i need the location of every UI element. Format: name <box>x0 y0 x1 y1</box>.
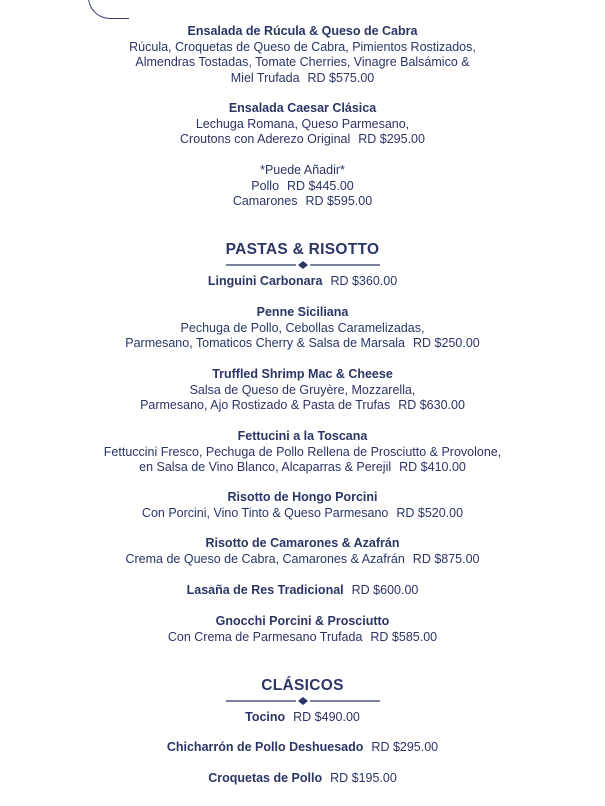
menu-item-mac-cheese <box>0 367 605 414</box>
item-name: Chicharrón de Pollo Deshuesado <box>166 740 364 754</box>
item-description: Parmesano, Ajo Rostizado & Pasta de Trufas <box>140 398 391 412</box>
item-price: RD $250.00 <box>413 336 480 350</box>
ornament-divider-icon <box>226 697 380 705</box>
page-corner-decoration <box>88 0 129 19</box>
section-clasicos-header <box>0 677 605 705</box>
item-name: Fettucini a la Toscana <box>237 429 368 443</box>
menu-item-risotto-camarones <box>0 536 605 567</box>
menu-item-ensalada-rucula <box>0 24 605 86</box>
menu-item-croquetas <box>0 771 605 787</box>
addons-block <box>0 163 605 210</box>
item-price: RD $600.00 <box>351 583 419 597</box>
menu-item-chicharron <box>0 740 605 756</box>
item-price: RD $520.00 <box>396 505 464 520</box>
menu-item-penne <box>0 305 605 352</box>
menu-item-tocino <box>0 710 605 726</box>
addon-name: Pollo <box>251 178 280 193</box>
menu-item-gnocchi <box>0 614 605 645</box>
addon-price: RD $445.00 <box>287 178 354 193</box>
item-name: Ensalada Caesar Clásica <box>228 101 377 115</box>
item-price: RD $295.00 <box>358 132 425 146</box>
item-name: Linguini Carbonara <box>207 274 323 288</box>
item-description: Pechuga de Pollo, Cebollas Caramelizadas, <box>180 320 425 335</box>
item-price: RD $630.00 <box>398 398 465 412</box>
item-name: Gnocchi Porcini & Prosciutto <box>215 614 390 628</box>
item-price: RD $875.00 <box>412 551 480 566</box>
item-description: Rúcula, Croquetas de Queso de Cabra, Pimientos Rostizados, <box>129 39 476 54</box>
item-name: Risotto de Hongo Porcini <box>227 490 378 504</box>
item-price: RD $585.00 <box>370 629 438 644</box>
item-name: Ensalada de Rúcula & Queso de Cabra <box>187 24 418 38</box>
item-name: Tocino <box>245 710 286 724</box>
item-name: Truffled Shrimp Mac & Cheese <box>212 367 393 381</box>
menu-item-ensalada-caesar <box>0 101 605 148</box>
item-name: Risotto de Camarones & Azafrán <box>205 536 400 550</box>
item-description: Miel Trufada <box>230 70 300 85</box>
item-description: Fettuccini Fresco, Pechuga de Pollo Rellena de Prosciutto & Provolone, <box>103 444 502 459</box>
item-description: en Salsa de Vino Blanco, Alcaparras & Perejil <box>139 460 392 474</box>
menu-item-linguini <box>0 274 605 290</box>
menu-item-risotto-porcini <box>0 490 605 521</box>
addon-name: Camarones <box>232 194 298 208</box>
section-title: CLÁSICOS <box>261 677 344 694</box>
ornament-divider-icon <box>226 261 380 269</box>
section-pastas-header <box>0 241 605 269</box>
addon-price: RD $595.00 <box>305 194 373 208</box>
item-description: Parmesano, Tomaticos Cherry & Salsa de Marsala <box>125 336 406 350</box>
item-name: Penne Siciliana <box>256 305 349 319</box>
item-description: Con Porcini, Vino Tinto & Queso Parmesano <box>141 505 389 520</box>
item-description: Con Crema de Parmesano Trufada <box>167 629 363 644</box>
item-name: Croquetas de Pollo <box>208 771 323 785</box>
menu-item-lasana <box>0 583 605 599</box>
item-price: RD $195.00 <box>330 771 397 785</box>
item-description: Almendras Tostadas, Tomate Cherries, Vinagre Balsámico & <box>135 55 470 69</box>
item-description: Lechuga Romana, Queso Parmesano, <box>195 116 410 131</box>
menu-item-fettucini <box>0 429 605 476</box>
item-description: Croutons con Aderezo Original <box>180 132 351 146</box>
item-price: RD $410.00 <box>399 460 466 474</box>
item-price: RD $575.00 <box>307 70 375 85</box>
item-description: Crema de Queso de Cabra, Camarones & Azafrán <box>125 551 405 566</box>
item-price: RD $360.00 <box>330 274 398 288</box>
item-name: Lasaña de Res Tradicional <box>186 583 344 597</box>
addons-heading: *Puede Añadir* <box>260 163 345 177</box>
section-title: PASTAS & RISOTTO <box>225 241 380 258</box>
item-price: RD $295.00 <box>371 740 439 754</box>
item-description: Salsa de Queso de Gruyère, Mozzarella, <box>189 382 416 397</box>
item-price: RD $490.00 <box>293 710 360 724</box>
